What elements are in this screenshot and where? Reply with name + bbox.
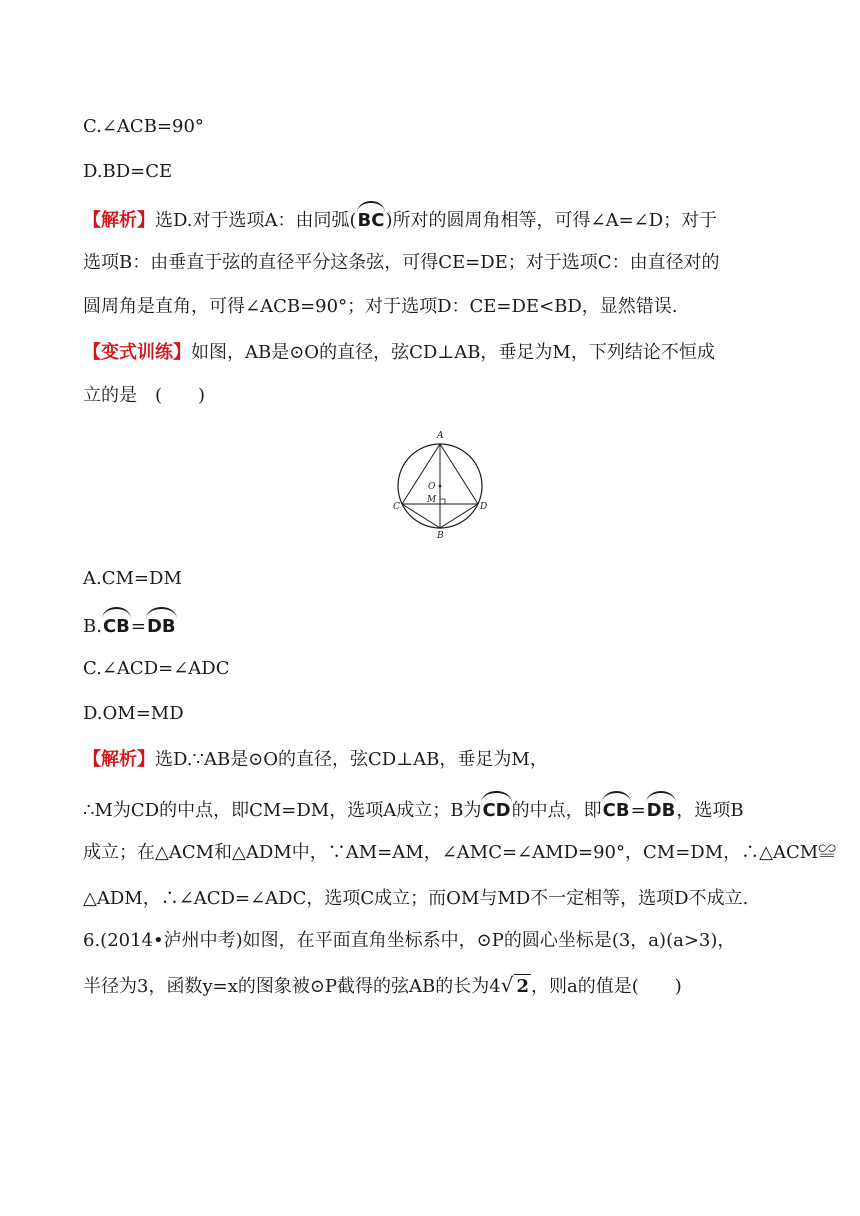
label-d: D [480,502,488,512]
arc-db-2: DB [647,797,676,823]
variant-question-line-1: 【变式训练】如图，AB是⊙O的直径，弦CD⊥AB，垂足为M，下列结论不恒成 [83,342,715,363]
segment-db [440,504,478,528]
label-c: C [393,502,400,512]
center-point [439,485,442,488]
question-6-line-2: 半径为3，函数y=x的图象被⊙P截得的弦AB的长为4√ 2 ，则a的值是( ) [83,973,682,997]
solution-1-line-1: 【解析】选D.对于选项A：由同弧(BC)所对的圆周角相等，可得∠A=∠D；对于 [83,207,783,233]
sqrt-radicand: 2 [516,976,530,997]
question-6-line-1: 6.(2014•泸州中考)如图，在平面直角坐标系中，⊙P的圆心坐标是(3，a)(a>3)， [83,930,736,951]
analysis-tag-2: 【解析】 [83,749,155,770]
label-o: O [428,482,436,492]
circle-figure [388,428,492,546]
segment-ad [440,444,478,504]
solution-2-line-3: 成立；在△ACM和△ADM中，∵AM=AM，∠AMC=∠AMD=90°，CM=DM，∴△ACM≌ [83,842,837,863]
arc-cb: CB [103,613,130,639]
analysis-tag: 【解析】 [83,210,155,231]
arc-cb-2: CB [603,797,630,823]
arc-db: DB [147,613,176,639]
option-a: A.CM=DM [83,568,182,589]
solution-2-line-4: △ADM，∴∠ACD=∠ADC，选项C成立；而OM与MD不一定相等，选项D不成立. [83,888,749,909]
circle-diagram [388,428,492,546]
option-d-prev: D.BD=CE [83,161,173,182]
arc-cd: CD [482,797,510,823]
segment-cb [402,504,440,528]
right-angle-mark [440,499,445,504]
option-c-prev: C.∠ACB=90° [83,116,204,137]
solution-2-line-2: ∴M为CD的中点，即CM=DM，选项A成立；B为CD的中点，即CB=DB，选项B [83,797,783,823]
arc-bc: BC [358,207,385,233]
solution-1-line-3: 圆周角是直角，可得∠ACB=90°；对于选项D：CE=DE<BD，显然错误. [83,296,678,317]
label-a: A [437,431,444,441]
option-d: D.OM=MD [83,703,184,724]
option-c: C.∠ACD=∠ADC [83,658,230,679]
solution-2-line-1: 【解析】选D.∵AB是⊙O的直径，弦CD⊥AB，垂足为M， [83,749,548,770]
label-m: M [427,495,437,505]
radical-sign: √ [500,973,514,997]
variant-training-tag: 【变式训练】 [83,342,191,363]
label-b: B [437,531,444,541]
solution-1-line-2: 选项B：由垂直于弦的直径平分这条弦，可得CE=DE；对于选项C：由直径对的 [83,252,720,273]
option-b: B.CB=DB [83,613,783,639]
variant-question-line-2: 立的是 ( ) [83,385,206,406]
